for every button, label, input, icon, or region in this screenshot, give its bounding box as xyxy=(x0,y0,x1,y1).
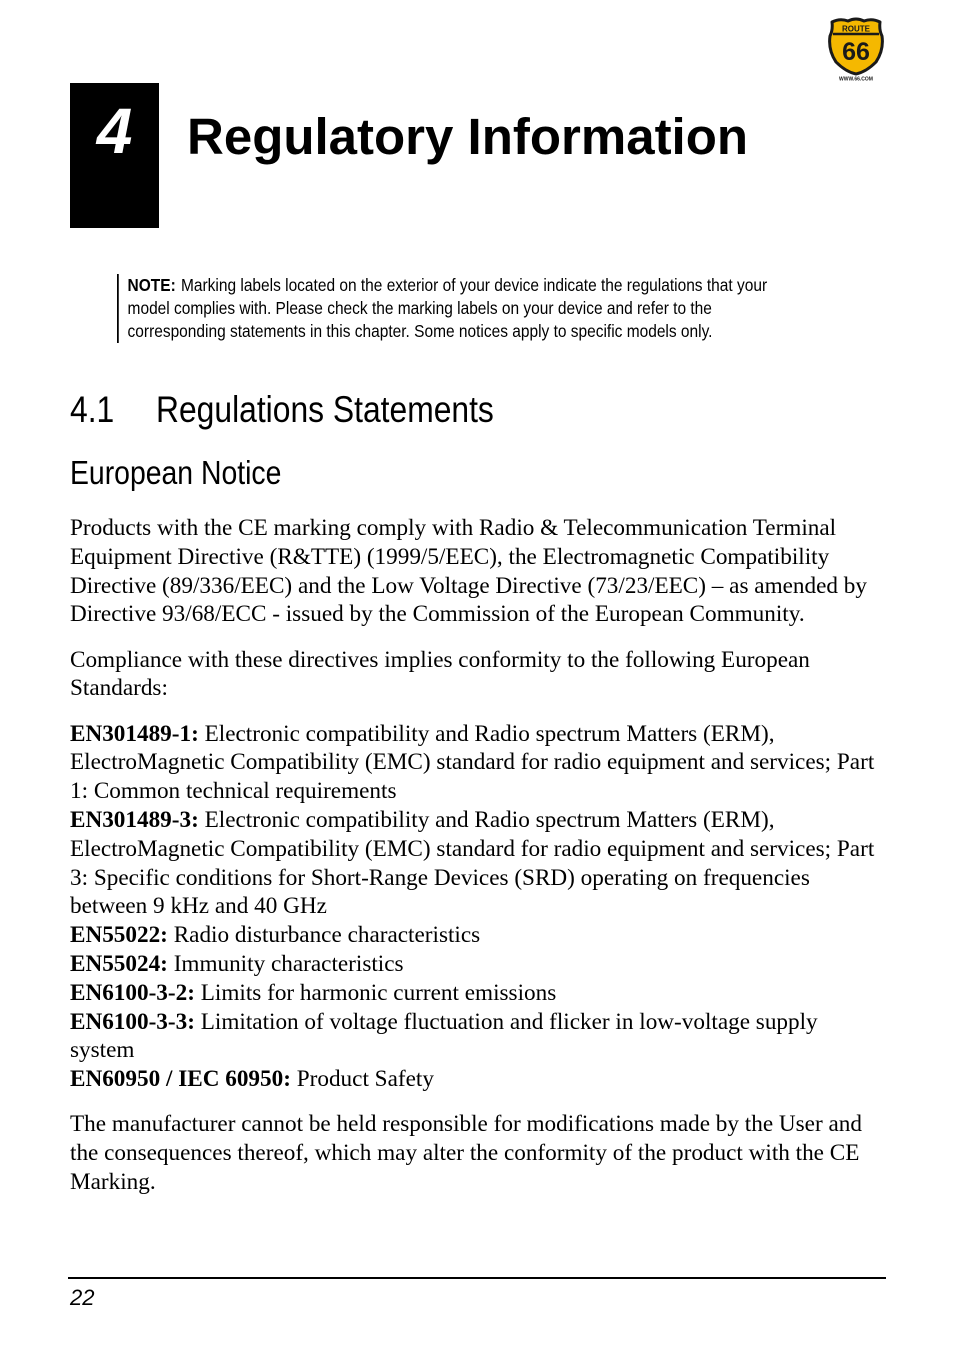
standard-description: Electronic compatibility and Radio spectrum Matters (ERM), ElectroMagnetic Compatibility (EMC) standard for radio equipment and services; Part 1: Common technical requirements xyxy=(70,720,875,805)
compliance-paragraph: Compliance with these directives implies conformity to the following European Standards: xyxy=(70,646,810,702)
standard-item xyxy=(70,1065,886,1094)
standard-description: Electronic compatibility and Radio spectrum Matters (ERM), ElectroMagnetic Compatibility (EMC) standard for radio equipment and services; Part 3: Specific conditions for Short-Range Devices (SRD) operating on frequencies between 9 kHz and 40 GHz xyxy=(70,806,875,920)
standard-description: Limits for harmonic current emissions xyxy=(200,979,557,1006)
note-callout xyxy=(117,274,805,343)
page-number: 22 xyxy=(70,1285,95,1310)
standard-item xyxy=(70,979,886,1008)
body-text xyxy=(70,514,886,1213)
chapter-number-box xyxy=(70,83,159,228)
standard-description: Limitation of voltage fluctuation and flicker in low-voltage supply system xyxy=(70,1008,818,1064)
chapter-title: Regulatory Information xyxy=(187,108,749,165)
standard-description: Immunity characteristics xyxy=(173,950,404,977)
logo-route-text: ROUTE xyxy=(842,24,870,34)
standard-item xyxy=(70,806,886,921)
disclaimer-paragraph: The manufacturer cannot be held responsible for modifications made by the User and the consequences thereof, which may alter the conformity of the product with the CE Marking. xyxy=(70,1111,862,1195)
section-title: Regulations Statements xyxy=(156,389,494,430)
standards-list xyxy=(70,720,886,1094)
standard-code: EN60950 / IEC 60950: xyxy=(70,1066,291,1093)
standard-code: EN301489-3: xyxy=(70,806,199,833)
standard-code: EN6100-3-2: xyxy=(70,979,195,1006)
standard-description: Product Safety xyxy=(296,1066,434,1093)
standard-code: EN301489-1: xyxy=(70,720,199,747)
logo-url-text: WWW.66.COM xyxy=(839,76,873,82)
intro-paragraph: Products with the CE marking comply with Radio & Telecommunication Terminal Equipment Directive (R&TTE) (1999/5/EEC), the Electromagnetic Compatibility Directive (89/336/EEC) and the Low Voltage Directive (73/23/EEC) – as amended by Directive 93/68/ECC - issued by the Commission of the European Community. xyxy=(70,515,867,628)
route66-logo xyxy=(826,16,886,82)
section-number: 4.1 xyxy=(70,389,115,430)
note-label: NOTE: xyxy=(127,275,176,295)
section-heading xyxy=(70,386,494,434)
standard-item xyxy=(70,1008,886,1066)
logo-number-text: 66 xyxy=(842,38,870,66)
standard-item xyxy=(70,720,886,806)
standard-code: EN6100-3-3: xyxy=(70,1008,195,1035)
subsection-heading: European Notice xyxy=(70,454,282,491)
standard-description: Radio disturbance characteristics xyxy=(173,922,481,949)
standard-code: EN55022: xyxy=(70,922,168,949)
note-text: Marking labels located on the exterior of your device indicate the regulations that your model complies with. Please check the marking labels on your device and refer to the corresponding statements in this chapter. Some notices apply to specific models only. xyxy=(127,275,768,341)
standard-code: EN55024: xyxy=(70,950,168,977)
standard-item xyxy=(70,950,886,979)
standard-item xyxy=(70,921,886,950)
footer-rule xyxy=(68,1277,886,1279)
chapter-number: 4 xyxy=(96,95,133,167)
